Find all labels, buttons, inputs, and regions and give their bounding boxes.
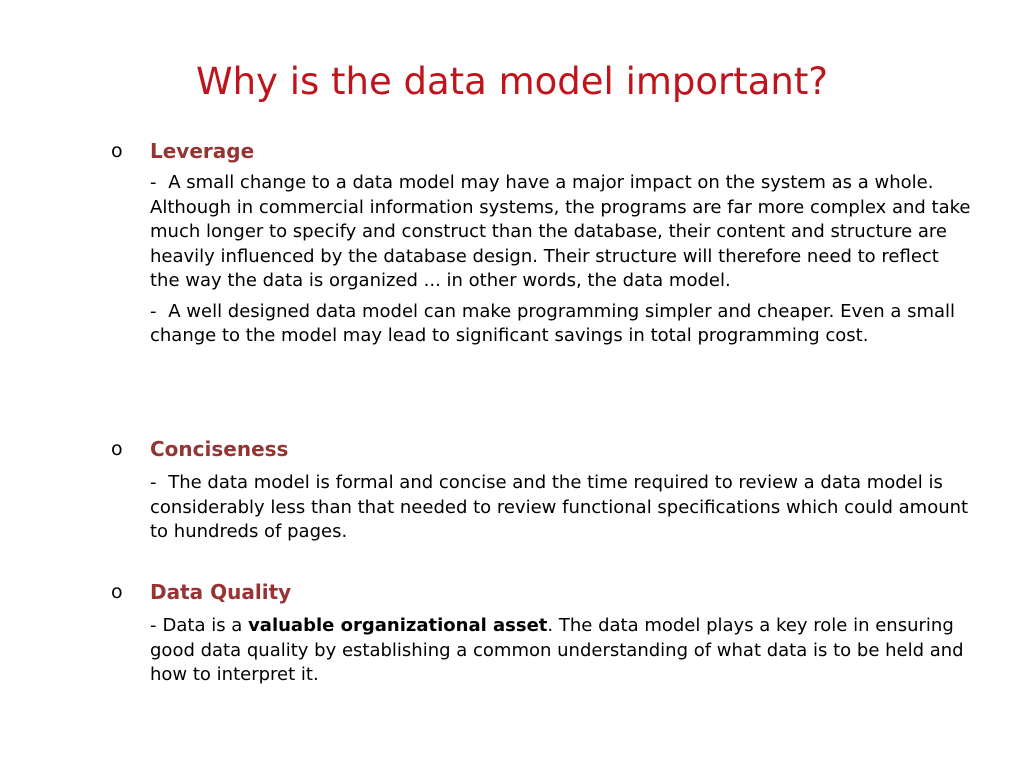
section-title-data-quality: Data Quality xyxy=(150,580,292,604)
dash-marker: - xyxy=(150,172,157,193)
section-conciseness xyxy=(111,435,971,551)
paragraph-text: A small change to a data model may have a major impact on the system as a whole. Although in commercial information systems, the programs are far more complex and take much longer to specify and construct than the database, their content and structure are heavily influenced by the database design. Their structure will therefore need to reflect the way the data is organized ... in other words, the data model. xyxy=(150,172,971,291)
section-heading-row xyxy=(111,435,971,465)
section-title-leverage: Leverage xyxy=(150,139,255,163)
paragraph-text: The data model is formal and concise and the time required to review a data model is considerably less than that needed to review functional specifications which could amount to hundreds of pages. xyxy=(150,472,969,542)
data-quality-paragraph-1 xyxy=(150,614,971,688)
dash-marker: - xyxy=(150,472,157,493)
paragraph-text: A well designed data model can make programming simpler and cheaper. Even a small change to the model may lead to significant savings in total programming cost. xyxy=(150,300,956,346)
paragraph-text-start: Data is a xyxy=(162,615,249,636)
paragraph-text-bold: valuable organizational asset xyxy=(248,615,548,636)
section-heading-row xyxy=(111,578,971,608)
slide-title: Why is the data model important? xyxy=(196,60,828,103)
conciseness-paragraph-1 xyxy=(150,471,971,545)
section-title-conciseness: Conciseness xyxy=(150,437,289,461)
dash-marker: - xyxy=(150,300,157,322)
section-data-quality xyxy=(111,578,971,694)
bullet-marker: o xyxy=(111,140,123,162)
bullet-marker: o xyxy=(111,438,123,460)
paragraph-text-end: . The data model plays a key role in ensuring good data quality by establishing a common understanding of what data is to be held and how to interpret it. xyxy=(150,615,964,685)
bullet-marker: o xyxy=(111,581,123,603)
section-heading-row xyxy=(111,137,971,167)
dash-marker: - xyxy=(150,615,157,636)
leverage-paragraph-2 xyxy=(150,300,971,349)
leverage-paragraph-1 xyxy=(150,171,971,294)
section-leverage xyxy=(111,137,971,355)
